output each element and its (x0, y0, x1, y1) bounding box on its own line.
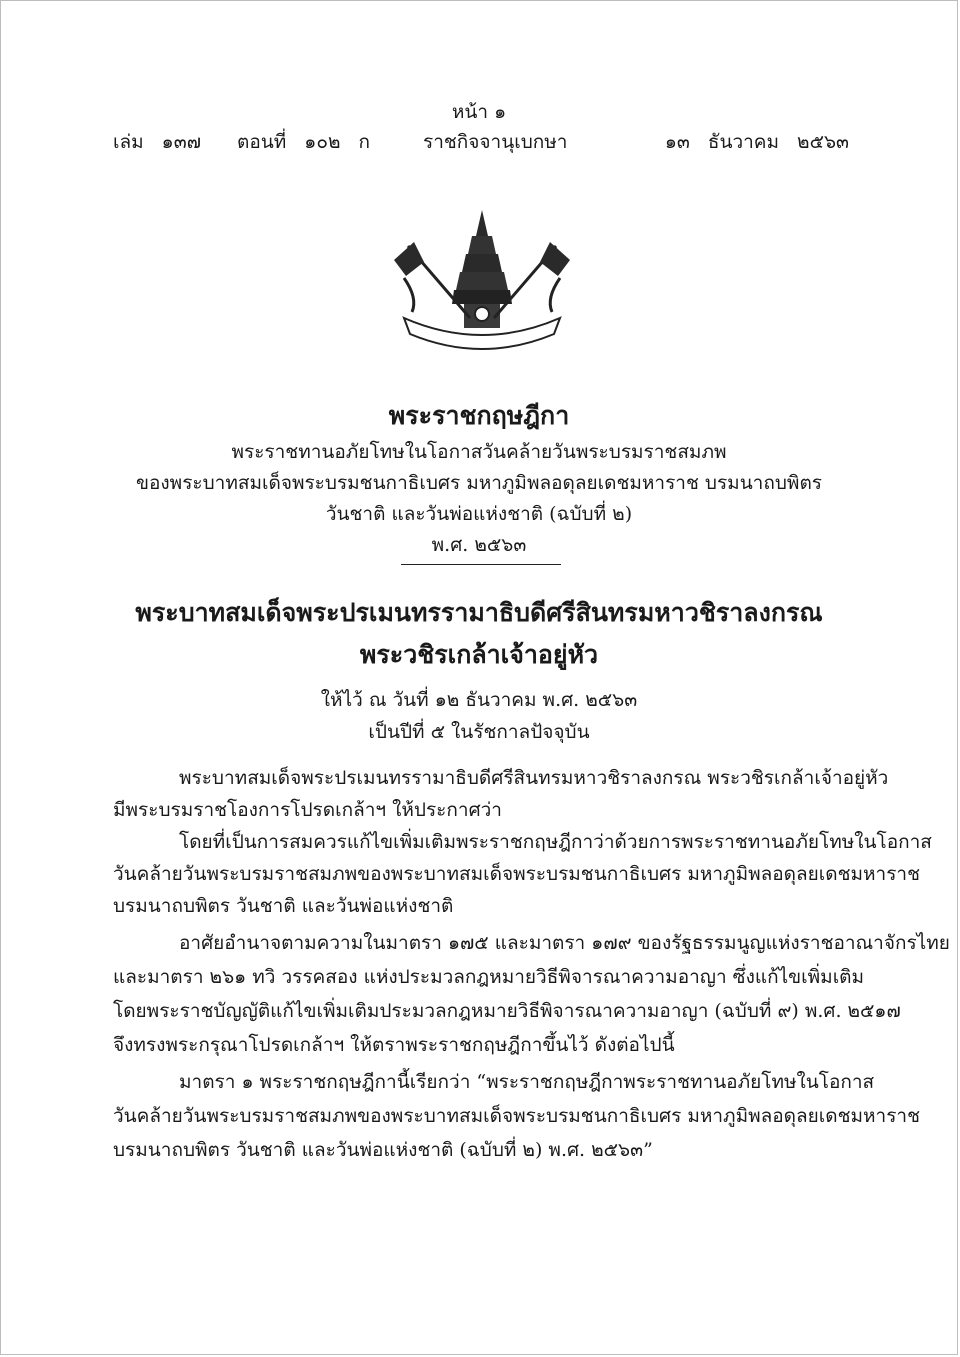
gazette-header-line (113, 127, 849, 157)
royal-garuda-crown-emblem-icon (384, 206, 580, 356)
body-line: พระบาทสมเด็จพระปรเมนทรรามาธิบดีศรีสินทรมหาวชิราลงกรณ พระวชิรเกล้าเจ้าอยู่หัว (179, 767, 889, 789)
decree-year: พ.ศ. ๒๕๖๓ (431, 534, 527, 556)
king-name-line-2: พระวชิรเกล้าเจ้าอยู่หัว (359, 640, 599, 669)
decree-subtitle-line: วันชาติ และวันพ่อแห่งชาติ (ฉบับที่ ๒) (325, 503, 633, 525)
decree-type-title: พระราชกฤษฎีกา (388, 401, 570, 430)
decree-subtitle-line: ของพระบาทสมเด็จพระบรมชนกาธิเบศร มหาภูมิพลอดุลยเดชมหาราช บรมนาถบพิตร (136, 472, 822, 494)
section-1-line: บรมนาถบพิตร วันชาติ และวันพ่อแห่งชาติ (ฉบับที่ ๒) พ.ศ. ๒๕๖๓” (113, 1139, 653, 1161)
decree-subtitle-line: พระราชทานอภัยโทษในโอกาสวันคล้ายวันพระบรมราชสมภพ (231, 441, 727, 463)
body-line: โดยที่เป็นการสมควรแก้ไขเพิ่มเติมพระราชกฤษฎีกาว่าด้วยการพระราชทานอภัยโทษในโอกาส (179, 831, 932, 853)
publication-date (647, 127, 849, 157)
decree-body (113, 763, 950, 1163)
section-1-line: วันคล้ายวันพระบรมราชสมภพของพระบาทสมเด็จพระบรมชนกาธิเบศร มหาภูมิพลอดุลยเดชมหาราช (113, 1105, 920, 1127)
body-line: มีพระบรมราชโองการโปรดเกล้าฯ ให้ประกาศว่า (113, 799, 502, 821)
volume-label: เล่ม (113, 131, 144, 153)
reign-year: เป็นปีที่ ๕ ในรัชกาลปัจจุบัน (368, 721, 590, 743)
publication-name: ราชกิจจานุเบกษา (423, 131, 568, 153)
king-name-line-1: พระบาทสมเด็จพระปรเมนทรรามาธิบดีศรีสินทรมหาวชิราลงกรณ (135, 598, 823, 627)
given-on-date: ให้ไว้ ณ วันที่ ๑๒ ธันวาคม พ.ศ. ๒๕๖๓ (320, 689, 638, 711)
body-line: อาศัยอำนาจตามความในมาตรา ๑๗๕ และมาตรา ๑๗๙ ของรัฐธรรมนูญแห่งราชอาณาจักรไทย (179, 932, 950, 954)
body-line: จึงทรงพระกรุณาโปรดเกล้าฯ ให้ตราพระราชกฤษฎีกาขึ้นไว้ ดังต่อไปนี้ (113, 1034, 675, 1056)
body-line: วันคล้ายวันพระบรมราชสมภพของพระบาทสมเด็จพระบรมชนกาธิเบศร มหาภูมิพลอดุลยเดชมหาราช (113, 863, 920, 885)
section-label: ตอนที่ (237, 131, 287, 153)
date-month: ธันวาคม (707, 131, 780, 153)
page-number: หน้า ๑ (451, 101, 507, 123)
volume-section (113, 127, 388, 157)
section-1-line: มาตรา ๑ พระราชกฤษฎีกานี้เรียกว่า “พระราชกฤษฎีกาพระราชทานอภัยโทษในโอกาส (179, 1071, 875, 1093)
date-year: ๒๕๖๓ (797, 131, 849, 153)
section-type: ก (358, 131, 370, 153)
date-day: ๑๓ (664, 131, 690, 153)
volume-number: ๑๓๗ (161, 131, 202, 153)
body-line: และมาตรา ๒๖๑ ทวิ วรรคสอง แห่งประมวลกฎหมายวิธีพิจารณาความอาญา ซึ่งแก้ไขเพิ่มเติม (113, 966, 865, 988)
body-line: โดยพระราชบัญญัติแก้ไขเพิ่มเติมประมวลกฎหมายวิธีพิจารณาความอาญา (ฉบับที่ ๙) พ.ศ. ๒๕๑๗ (113, 1000, 901, 1022)
section-number: ๑๐๒ (304, 131, 341, 153)
title-divider (401, 564, 561, 565)
body-line: บรมนาถบพิตร วันชาติ และวันพ่อแห่งชาติ (113, 895, 454, 917)
